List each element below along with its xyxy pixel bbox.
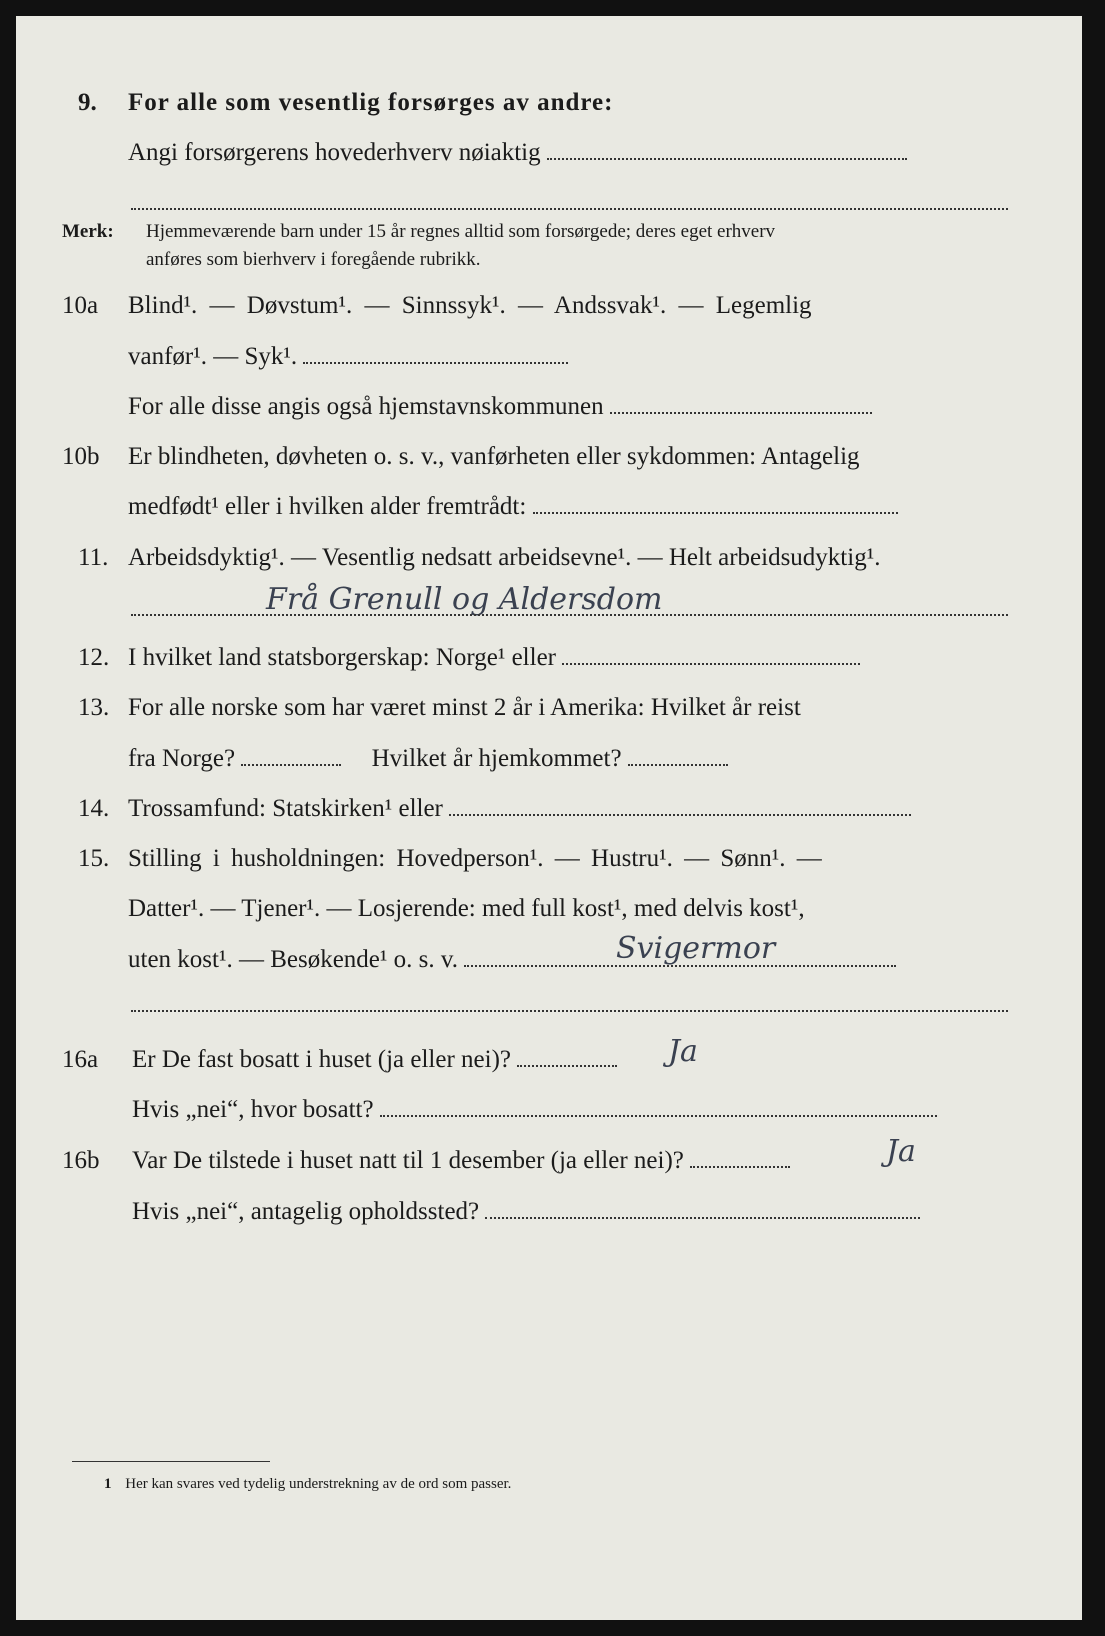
handwritten-answer-11: Frå Grenull og Aldersdom: [266, 582, 663, 617]
handwritten-answer-16b: Ja: [886, 1134, 916, 1169]
question-13-number: 13.: [78, 694, 110, 721]
answer-line-9[interactable]: [547, 158, 907, 160]
answer-line-14[interactable]: [449, 814, 911, 816]
question-10a-line-1: Blind¹. — Døvstum¹. — Sinnssyk¹. — Andssvak¹. — Legemlig: [128, 292, 812, 319]
question-15-line-3: [128, 945, 896, 975]
question-15-line-3-text: uten kost¹. — Besøkende¹ o. s. v.: [128, 946, 459, 973]
footnote-mark: 1: [104, 1476, 112, 1492]
question-10b-number: 10b: [62, 443, 100, 470]
answer-line-10a-hjemstavn[interactable]: [610, 412, 872, 414]
question-14-text: Trossamfund: Statskirken¹ eller: [128, 795, 443, 822]
footnote-rule: [72, 1461, 270, 1462]
question-9-sub-text: Angi forsørgerens hovederhverv nøiaktig: [128, 139, 541, 166]
question-16b-line-2: [132, 1197, 920, 1227]
question-9-sub: [128, 138, 907, 168]
question-14-number: 14.: [78, 795, 110, 822]
question-15-line-1: Stilling i husholdningen: Hovedperson¹. — Hustru¹. — Sønn¹. —: [128, 845, 822, 872]
question-10a-line-2: [128, 342, 568, 372]
question-10b-line-2: [128, 492, 898, 522]
footnote-text: Her kan svares ved tydelig understrekning av de ord som passer.: [125, 1476, 512, 1492]
answer-line-13-hjemkommet[interactable]: [628, 764, 728, 766]
question-14-line-1: [128, 794, 911, 824]
answer-line-11[interactable]: [131, 614, 1008, 616]
answer-line-13-reist[interactable]: [241, 764, 341, 766]
answer-line-16a[interactable]: [517, 1065, 617, 1067]
question-12-line-1: [128, 643, 860, 673]
question-16a-number: 16a: [62, 1046, 99, 1073]
question-13-reist-label: fra Norge?: [128, 745, 236, 772]
question-10a-line-3: [128, 392, 872, 422]
question-16a-text: Er De fast bosatt i huset (ja eller nei)?: [132, 1046, 512, 1073]
footnote: [104, 1476, 511, 1493]
census-form-page: [16, 16, 1082, 1620]
separator-line: [131, 208, 1008, 210]
merk-line-2: anføres som bierhverv i foregående rubrikk.: [146, 249, 481, 270]
question-13-line-2: [128, 744, 728, 774]
question-16a-line-2: [132, 1095, 937, 1125]
question-11-line-1: Arbeidsdyktig¹. — Vesentlig nedsatt arbeidsevne¹. — Helt arbeidsudyktig¹.: [128, 544, 881, 571]
question-16b-text: Var De tilstede i huset natt til 1 desember (ja eller nei)?: [132, 1147, 684, 1174]
question-9-title: For alle som vesentlig forsørges av andre:: [128, 89, 614, 116]
answer-line-16a-bosatt[interactable]: [380, 1115, 937, 1117]
handwritten-answer-15: Svigermor: [616, 931, 776, 966]
handwritten-answer-16a: Ja: [668, 1034, 698, 1069]
question-16a-line-2-text: Hvis „nei“, hvor bosatt?: [132, 1096, 374, 1123]
answer-line-12[interactable]: [562, 663, 860, 665]
question-12-text: I hvilket land statsborgerskap: Norge¹ eller: [128, 644, 556, 671]
question-10a-line-2-text: vanfør¹. — Syk¹.: [128, 343, 298, 370]
question-10b-line-2-text: medfødt¹ eller i hvilken alder fremtrådt:: [128, 493, 527, 520]
question-15-line-2: Datter¹. — Tjener¹. — Losjerende: med full kost¹, med delvis kost¹,: [128, 895, 805, 922]
question-16a-line-1: [132, 1045, 617, 1075]
answer-line-16b[interactable]: [690, 1166, 790, 1168]
question-16b-line-1: [132, 1146, 790, 1176]
question-11-number: 11.: [78, 544, 109, 571]
answer-line-10a-syk[interactable]: [303, 362, 568, 364]
question-12-number: 12.: [78, 644, 110, 671]
question-10b-line-1: Er blindheten, døvheten o. s. v., vanførheten eller sykdommen: Antagelig: [128, 443, 860, 470]
answer-line-16b-opholdssted[interactable]: [485, 1217, 920, 1219]
question-10a-line-3-text: For alle disse angis også hjemstavnskommunen: [128, 393, 604, 420]
question-16b-line-2-text: Hvis „nei“, antagelig opholdssted?: [132, 1198, 480, 1225]
question-10a-number: 10a: [62, 292, 99, 319]
merk-label: Merk:: [62, 221, 114, 242]
question-9-number: 9.: [78, 89, 97, 116]
answer-line-10b[interactable]: [533, 512, 898, 514]
question-15-number: 15.: [78, 845, 110, 872]
question-13-line-1: For alle norske som har været minst 2 år i Amerika: Hvilket år reist: [128, 694, 801, 721]
separator-line-15: [131, 1010, 1008, 1012]
merk-line-1: Hjemmeværende barn under 15 år regnes alltid som forsørgede; deres eget erhverv: [146, 221, 776, 242]
question-13-hjemkommet-label: Hvilket år hjemkommet?: [371, 745, 622, 772]
question-16b-number: 16b: [62, 1147, 100, 1174]
